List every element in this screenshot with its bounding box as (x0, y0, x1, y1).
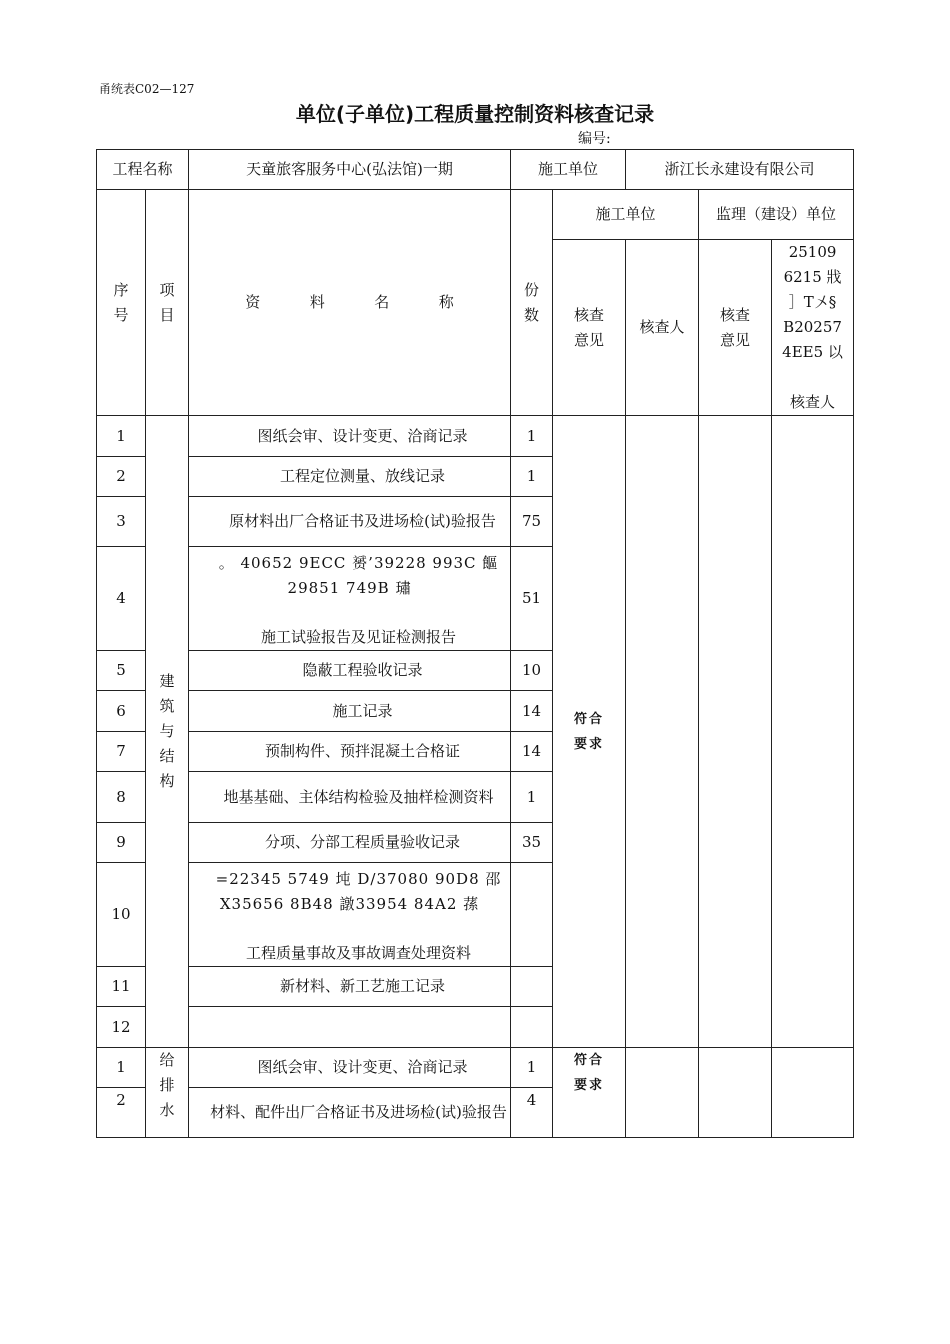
row-doc-name (189, 772, 511, 823)
row-doc-name-text: 工程质量事故及事故调查处理资料 (246, 944, 472, 962)
col-check-opinion (553, 240, 626, 416)
sup-checker-line (772, 365, 853, 390)
contractor-name: 浙江长永建设有限公司 (626, 150, 854, 190)
section2-result (553, 1048, 626, 1138)
section1-sup-opinion (699, 416, 772, 1048)
section1-sup-checker (772, 416, 854, 1048)
section2-sup-opinion (699, 1048, 772, 1138)
row-doc-name (189, 497, 511, 547)
section1-label: 建筑与结构 (159, 672, 175, 790)
row-copies: 1 (511, 457, 553, 497)
col-item (146, 190, 189, 416)
section2-result-text: 符合要求 (574, 1053, 605, 1093)
header-row (97, 150, 854, 190)
row-seq: 7 (97, 732, 146, 772)
form-code: 甬统表C02—127 (99, 82, 195, 96)
row-doc-name: 施工记录 (189, 691, 511, 732)
row-seq: 9 (97, 823, 146, 863)
col-sup-checker (772, 240, 854, 416)
row-copies: 14 (511, 732, 553, 772)
col-copies-label: 份数 (524, 280, 540, 324)
section2-checker (626, 1048, 699, 1138)
row-doc-name: 预制构件、预拌混凝土合格证 (189, 732, 511, 772)
row-seq: 8 (97, 772, 146, 823)
col-supervisor-group: 监理（建设）单位 (699, 190, 854, 240)
row-seq: 2 (97, 457, 146, 497)
sup-checker-line: B20257 (783, 318, 842, 336)
serial-number-label: 编号: (578, 131, 611, 147)
row-doc-name: 隐蔽工程验收记录 (189, 651, 511, 691)
contractor-label: 施工单位 (511, 150, 626, 190)
project-name-label: 工程名称 (97, 150, 189, 190)
sup-checker-label: 核查人 (790, 393, 836, 411)
row-doc-name (189, 1007, 511, 1048)
row-copies: 35 (511, 823, 553, 863)
row-copies: 75 (511, 497, 553, 547)
col-sup-opinion (699, 240, 772, 416)
row-copies: 1 (511, 416, 553, 457)
sup-checker-line: 4EE5 以 (782, 343, 843, 361)
row-copies: 1 (511, 1048, 553, 1088)
row-copies (511, 1007, 553, 1048)
corrupted-text-line: =22345 5749 坉 D/37080 90D8 邵 (215, 870, 502, 888)
sup-checker-line: 6215 戕 (783, 268, 842, 286)
corrupted-text-line: 。 40652 9ECC 赟’39228 993C 饇 (218, 554, 499, 572)
row-copies (511, 863, 553, 967)
table-row (97, 1048, 854, 1088)
sup-checker-line: ］T〤§ (788, 293, 837, 311)
row-doc-name (189, 1088, 511, 1138)
row-doc-name: 新材料、新工艺施工记录 (189, 967, 511, 1007)
row-seq: 10 (97, 863, 146, 967)
row-seq: 11 (97, 967, 146, 1007)
corrupted-text-line: 29851 749B 璛 (287, 579, 412, 597)
row-doc-name (189, 547, 511, 651)
row-copies (511, 967, 553, 1007)
row-seq: 5 (97, 651, 146, 691)
row-seq: 4 (97, 547, 146, 651)
col-doc-name: 资 料 名 称 (189, 190, 511, 416)
row-doc-name: 工程定位测量、放线记录 (189, 457, 511, 497)
row-doc-name: 图纸会审、设计变更、洽商记录 (189, 1048, 511, 1088)
row-doc-name-text: 材料、配件出厂合格证书及进场检(试)验报告 (210, 1103, 507, 1121)
section1-result-text: 符合要求 (574, 711, 605, 752)
section-label (146, 416, 189, 1048)
row-seq: 1 (97, 1048, 146, 1088)
row-doc-name-text: 原材料出厂合格证书及进场检(试)验报告 (229, 512, 496, 530)
spacer (189, 601, 510, 625)
row-seq: 6 (97, 691, 146, 732)
document-title: 单位(子单位)工程质量控制资料核查记录 (295, 102, 655, 126)
spacer (189, 917, 510, 941)
project-name: 天童旅客服务中心(弘法馆)一期 (189, 150, 511, 190)
row-doc-name: 图纸会审、设计变更、洽商记录 (189, 416, 511, 457)
col-seq (97, 190, 146, 416)
section1-result (553, 416, 626, 1048)
row-copies: 14 (511, 691, 553, 732)
col-copies (511, 190, 553, 416)
section2-sup-checker (772, 1048, 854, 1138)
row-copies: 10 (511, 651, 553, 691)
row-seq: 1 (97, 416, 146, 457)
col-sup-opinion-label: 核查意见 (720, 305, 751, 349)
row-copies: 1 (511, 772, 553, 823)
col-check-opinion-label: 核查意见 (574, 305, 605, 349)
row-doc-name (189, 863, 511, 967)
col-contractor-group: 施工单位 (553, 190, 699, 240)
col-item-label: 项目 (159, 280, 175, 324)
quality-control-record-table (96, 149, 854, 1138)
table-row (97, 416, 854, 457)
row-doc-name-text: 地基基础、主体结构检验及抽样检测资料 (223, 787, 494, 806)
col-checker: 核查人 (626, 240, 699, 416)
row-doc-name: 分项、分部工程质量验收记录 (189, 823, 511, 863)
section2-label: 给排水 (159, 1051, 175, 1119)
col-seq-label: 序号 (113, 280, 129, 324)
corrupted-text-line: X35656 8B48 譈33954 84A2 蓀 (219, 895, 480, 913)
section-label (146, 1048, 189, 1138)
section1-checker (626, 416, 699, 1048)
row-copies: 4 (511, 1088, 553, 1138)
column-header-row-1 (97, 190, 854, 240)
row-seq: 3 (97, 497, 146, 547)
sup-checker-line: 25109 (788, 243, 837, 261)
row-seq: 12 (97, 1007, 146, 1048)
row-doc-name-text: 施工试验报告及见证检测报告 (261, 628, 457, 646)
row-seq: 2 (97, 1088, 146, 1138)
row-copies: 51 (511, 547, 553, 651)
